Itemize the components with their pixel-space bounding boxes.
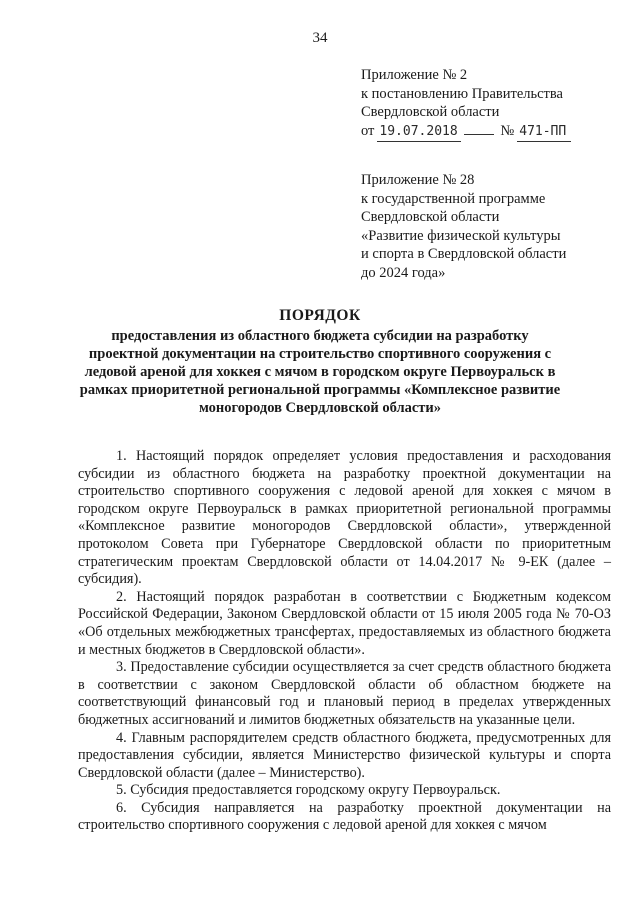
document-title-block: [78, 307, 562, 417]
underline-blank: [464, 122, 494, 135]
appendix-28-line3: Свердловской области: [361, 209, 500, 225]
page-number: 34: [312, 30, 328, 46]
paragraph-2: 2. Настоящий порядок разработан в соответствии с Бюджетным кодексом Российской Федерации, Законом Свердловской области от 15 июля 2005 года № 70-ОЗ «Об отдельных межбюджетных трансфертах, предоставляемых из областного бюджета и местных бюджетов в Свердловской области».: [78, 588, 611, 658]
ot-label: от: [361, 122, 375, 139]
appendix-2-line2: к постановлению Правительства: [361, 85, 563, 102]
paragraph-3: 3. Предоставление субсидии осуществляется за счет средств областного бюджета в соответствии с законом Свердловской области об областном бюджете на соответствующий финансовый год и плановый период в пределах утвержденных бюджетных ассигнований и лимитов бюджетных обязательств на указанные цели.: [78, 659, 611, 728]
registration-line: [361, 122, 621, 143]
document-title: ПОРЯДОК: [279, 307, 361, 324]
registration-number: 471-ПП: [517, 123, 571, 143]
paragraph-5: 5. Субсидия предоставляется городскому округу Первоуральск.: [116, 782, 501, 799]
appendix-2-line1: Приложение № 2: [361, 67, 468, 83]
appendix-2-block: [361, 66, 621, 142]
document-body: [78, 448, 611, 835]
appendix-28-line6: до 2024 года»: [361, 264, 446, 281]
paragraph-4: 4. Главным распорядителем средств областного бюджета, предусмотренных для предоставления субсидии, является Министерство физической культуры и спорта Свердловской области (далее – Министерство).: [78, 729, 611, 781]
appendix-2-line3: Свердловской области: [361, 104, 500, 120]
appendix-28-line4: «Развитие физической культуры: [361, 227, 561, 244]
registration-date: 19.07.2018: [377, 123, 461, 143]
document-subtitle: предоставления из областного бюджета субсидии на разработку проектной документации на строительство спортивного сооружения с ледовой ареной для хоккея с мячом в городском округе Первоуральск в рамках приоритетной региональной программы «Комплексное развитие моногородов Свердловской области»: [79, 328, 561, 416]
appendix-28-line5: и спорта в Свердловской области: [361, 246, 567, 262]
paragraph-1: 1. Настоящий порядок определяет условия предоставления и расходования субсидии из областного бюджета на разработку проектной документации на строительство спортивного сооружения с ледовой ареной для хоккея с мячом в городском округе Первоуральск в рамках приоритетной региональной программы «Комплексное развитие моногородов Свердловской области», утвержденной протоколом Совета при Губернаторе Свердловской области по приоритетным стратегическим проектам Свердловской области от 14.04.2017 № 9-ЕК (далее – субсидия).: [78, 448, 611, 588]
appendix-28-line1: Приложение № 28: [361, 172, 475, 188]
paragraph-6: 6. Субсидия направляется на разработку проектной документации на строительство спортивного сооружения с ледовой ареной для хоккея с мячом: [78, 799, 611, 834]
appendix-28-line2: к государственной программе: [361, 190, 546, 207]
number-label: №: [500, 122, 515, 139]
appendix-28-block: [361, 171, 621, 282]
